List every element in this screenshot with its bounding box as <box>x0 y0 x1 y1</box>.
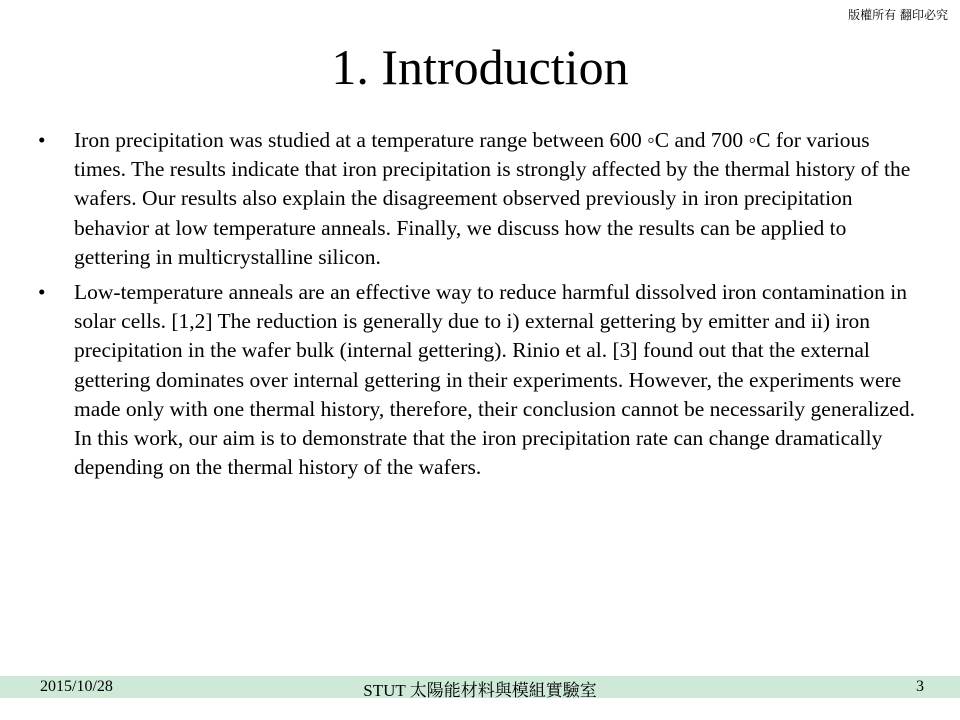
slide-title: 1. Introduction <box>331 39 629 95</box>
footer-lab-name: STUT 太陽能材料與模組實驗室 <box>363 681 597 700</box>
bullet-list <box>38 126 918 488</box>
bullet-item <box>38 126 918 272</box>
bullet-text: Iron precipitation was studied at a temperature range between 600 ◦C and 700 ◦C for various times. The results indicate that iron precipitation is strongly affected by the thermal history of the wafers. Our results also explain the disagreement observed previously in iron precipitation behavior at low temperature anneals. Finally, we discuss how the results can be applied to gettering in multicrystalline silicon. <box>74 128 911 269</box>
copyright-notice: 版權所有 翻印必究 <box>848 8 948 22</box>
bullet-marker: • <box>38 128 46 152</box>
bullet-text: Low-temperature anneals are an effective way to reduce harmful dissolved iron contamination in solar cells. [1,2] The reduction is generally due to i) external gettering by emitter and ii) iron precipitation in the wafer bulk (internal gettering). Rinio et al. [3] found out that the external gettering dominates over internal gettering in their experiments. However, the experiments were made only with one thermal history, therefore, their conclusion cannot be necessarily generalized. In this work, our aim is to demonstrate that the iron precipitation rate can change dramatically depending on the thermal history of the wafers. <box>74 280 915 480</box>
bullet-item <box>38 278 918 482</box>
footer-page-number: 3 <box>916 678 924 695</box>
bullet-marker: • <box>38 280 46 305</box>
footer-date: 2015/10/28 <box>40 678 113 695</box>
